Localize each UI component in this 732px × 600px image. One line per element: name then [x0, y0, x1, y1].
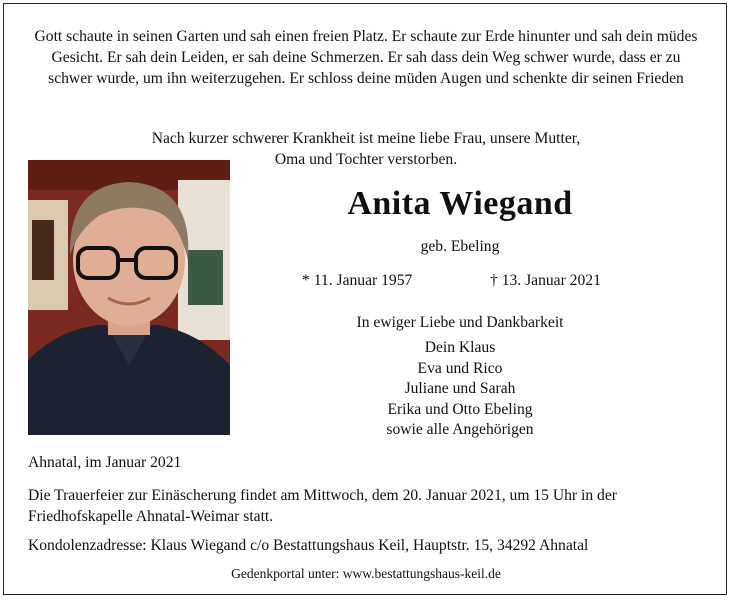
mourner-item: Eva und Rico — [417, 359, 503, 377]
portrait-illustration — [28, 160, 230, 435]
mourner-item: Dein Klaus — [424, 339, 496, 356]
poem-text: Gott schaute in seinen Garten und sah einen freien Platz. Er schaute zur Erde hinunter und sah dein müdes Gesicht. Er sah dein Leiden, er sah deine Schmerzen. Er sah dass dein Weg schwer wurde, dass er zu schwer wurde, um ihn weiterzugehen. Er schloss deine müden Augen und schenkte dir seinen Frieden — [34, 28, 698, 87]
deceased-name: Anita Wiegand — [347, 185, 573, 222]
mourner-item: Juliane und Sarah — [404, 380, 516, 397]
intro-line-1: Nach kurzer schwerer Krankheit ist meine liebe Frau, unsere Mutter, — [151, 130, 581, 147]
portrait-photo — [28, 160, 230, 435]
dedication-text: In ewiger Liebe und Dankbarkeit — [356, 314, 564, 331]
memorial-portal-link[interactable]: Gedenkportal unter: www.bestattungshaus-keil.de — [231, 566, 501, 581]
death-date: † 13. Januar 2021 — [490, 272, 601, 289]
mourners-list — [240, 338, 680, 441]
birth-name: geb. Ebeling — [420, 238, 500, 255]
funeral-info: Die Trauerfeier zur Einäscherung findet am Mittwoch, dem 20. Januar 2021, um 15 Uhr in der Friedhofskapelle Ahnatal-Weimar statt. — [28, 487, 617, 525]
condolence-address: Kondolenzadresse: Klaus Wiegand c/o Bestattungshaus Keil, Hauptstr. 15, 34292 Ahnatal — [28, 537, 589, 554]
birth-date: * 11. Januar 1957 — [302, 272, 413, 289]
intro-line-2: Oma und Tochter verstorben. — [274, 151, 458, 168]
place-date: Ahnatal, im Januar 2021 — [28, 454, 182, 471]
mourner-item: Erika und Otto Ebeling — [387, 400, 533, 418]
mourner-item: sowie alle Angehörigen — [386, 421, 534, 438]
